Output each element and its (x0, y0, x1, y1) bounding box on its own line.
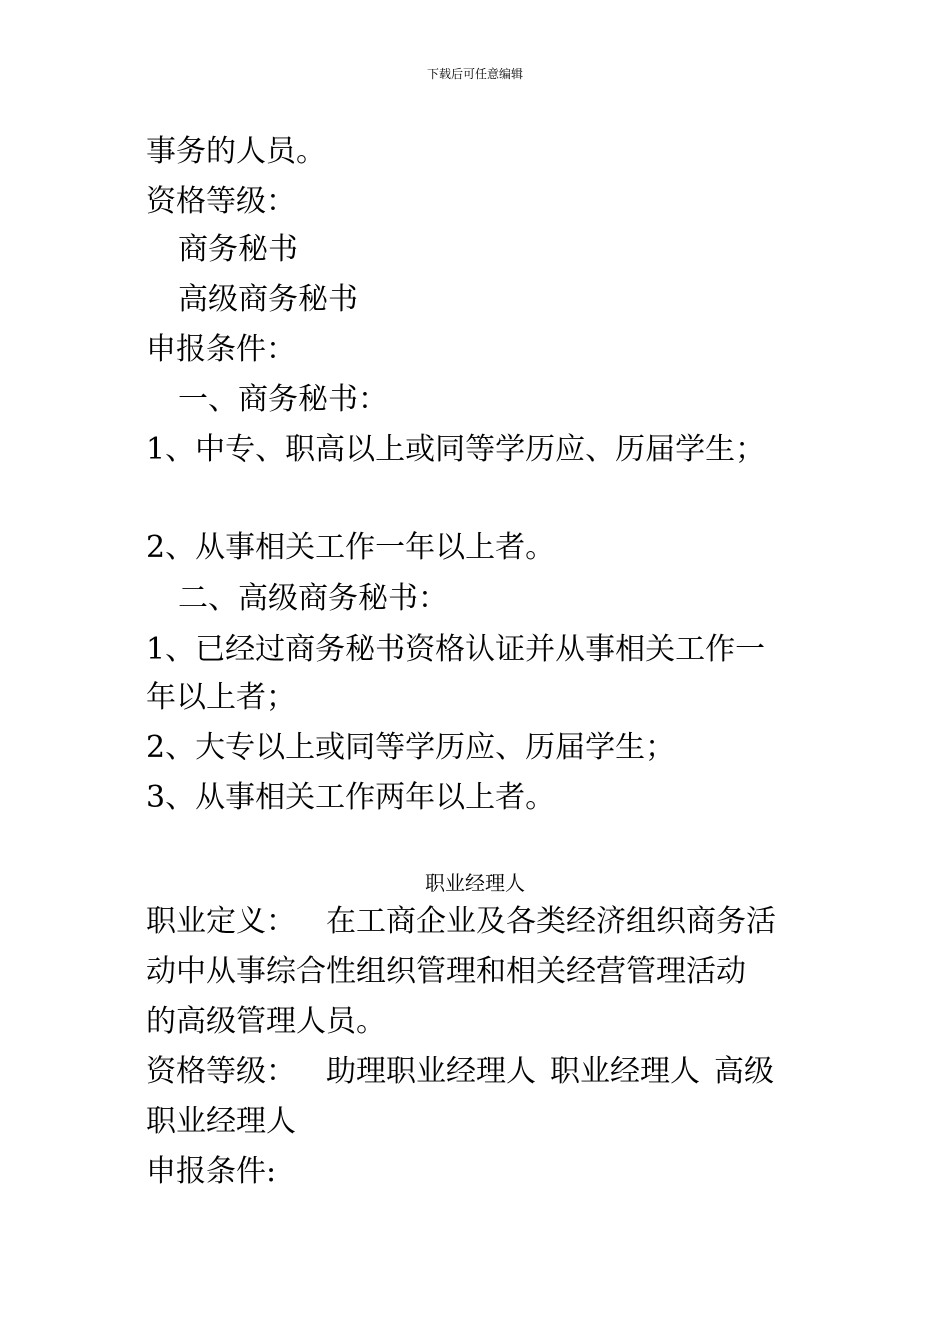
subsection-title: 二、高级商务秘书： (178, 581, 448, 616)
level-item: 助理职业经理人 (326, 1054, 536, 1089)
subsection-title: 一、商务秘书： (178, 382, 388, 417)
level-item-continuation: 职业经理人 (146, 1104, 296, 1139)
condition-item: 3、从事相关工作两年以上者。 (146, 780, 556, 815)
level-item: 商务秘书 (178, 232, 298, 267)
section-title: 职业经理人 (425, 871, 525, 895)
condition-item-continuation: 年以上者； (146, 680, 296, 715)
level-item: 高级 (714, 1054, 774, 1089)
qualification-level-label: 资格等级： (146, 1054, 296, 1089)
application-conditions-label: 申报条件： (146, 332, 296, 367)
definition-line (146, 904, 776, 940)
qualification-level-line (146, 1054, 774, 1090)
qualification-level-label: 资格等级： (146, 184, 296, 219)
condition-item: 2、大专以上或同等学历应、历届学生； (146, 730, 676, 765)
definition-line: 的高级管理人员。 (146, 1004, 386, 1039)
condition-item: 1、中专、职高以上或同等学历应、历届学生； (146, 432, 766, 467)
condition-item: 2、从事相关工作一年以上者。 (146, 530, 556, 565)
level-item: 高级商务秘书 (178, 282, 358, 317)
paragraph-continuation: 事务的人员。 (146, 134, 326, 169)
application-conditions-label: 申报条件: (146, 1154, 277, 1189)
condition-item: 1、已经过商务秘书资格认证并从事相关工作一 (146, 632, 766, 667)
definition-label: 职业定义： (146, 904, 296, 939)
level-item: 职业经理人 (550, 1054, 700, 1089)
definition-text: 在工商企业及各类经济组织商务活 (326, 904, 776, 939)
page-header: 下载后可任意编辑 (426, 67, 523, 81)
definition-line: 动中从事综合性组织管理和相关经营管理活动 (146, 954, 746, 989)
